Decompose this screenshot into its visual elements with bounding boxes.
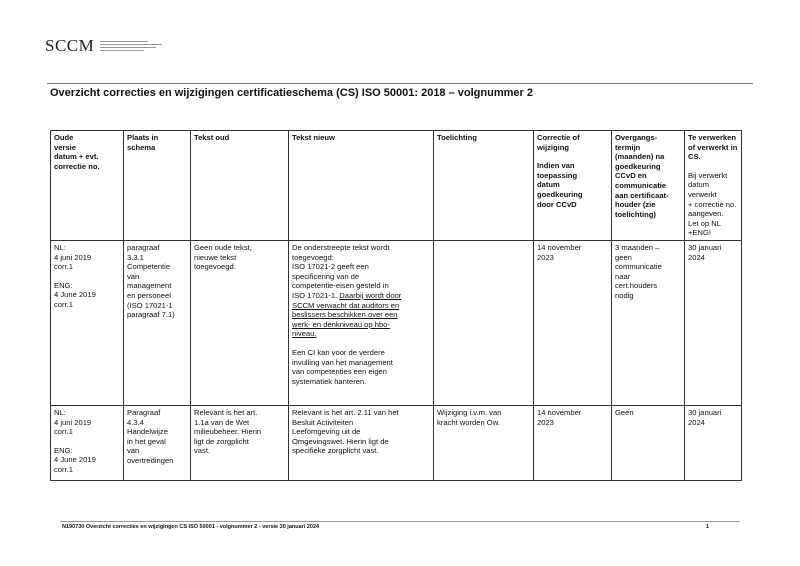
cell-old-version [51,406,124,481]
header-old-version [51,131,124,241]
table-header-row [51,131,742,241]
header-location [124,131,191,241]
text-line: schema [127,142,156,152]
text-line: corr.1 [54,299,73,309]
cell-transition [612,241,685,406]
text-line: Relevant is het art. 2.11 van het [292,408,399,417]
text-line: 1.1a van de Wet [194,417,250,427]
text-line: corr.1 [54,427,73,437]
text-line: Handelwijze [127,427,168,437]
text-line: milieubeheer. Hierin [194,427,262,437]
cell-text-old [191,241,289,406]
text-line: Een CI kan voor de verdere [292,347,385,357]
text-line: specifieke zorgplicht vast. [292,446,379,456]
cell-processed [685,241,742,406]
page-number: 1 [706,524,710,530]
cell-location [124,406,191,481]
text-line: De onderstreepte tekst wordt [292,243,390,252]
text-line: termijn [615,142,641,152]
text-line: door CCvD [537,199,577,209]
text-line: 30 januari 2024 [688,243,722,262]
text-line: Oude [54,133,74,142]
cell-correction [534,241,612,406]
text-line: van [127,446,140,456]
text-line: Geen [615,408,634,417]
text-line: toegevoegd. [194,262,236,272]
text-line: aan certificaat- [615,190,669,200]
text-line: corr.1 [54,464,73,474]
header-text-new [289,131,434,241]
text-line: werk- en denkniveau op hbo- [292,319,390,329]
text-line: 4.3.4 [127,417,144,427]
text-line: datum [537,180,560,190]
table-row [51,241,742,406]
text-line: datum verwerkt [688,180,717,199]
text-line: communicatie [615,180,667,190]
text-line: datum + evt. [54,152,99,162]
document-title: Overzicht correcties en wijzigingen certificatieschema (CS) ISO 50001: 2018 – volgnummer 2 [50,87,533,99]
text-line: 14 november [537,408,582,417]
text-line: toepassing [537,170,578,180]
text-line: 2023 [537,417,554,427]
text-line: Omgevingswet. Hierin ligt de [292,436,389,446]
text-line: vast. [194,446,211,456]
text-line: kracht worden Ow. [437,417,500,427]
cell-text-new: De onderstreepte tekst wordt toegevoegd: ISO 17021-2 geeft een specificering van de competentie-eisen gesteld in ISO 17021-1. Daarbij wordt door SCCM verwacht dat auditors en beslissers beschikken over een werk- en denkniveau op hbo- niveau. Een CI kan voor de verdere invulling van het management van competenties een eigen systematiek hanteren. [289,241,434,406]
text-line: Tekst nieuw [292,133,335,142]
text-line: corr.1 [54,262,73,272]
cell-text-old [191,406,289,481]
text-line: 30 januari 2024 [688,408,722,427]
text-line: naar [615,271,631,281]
text-line: Leefomgeving uit de [292,427,361,437]
header-rule [47,83,753,84]
text-line: + correctie no. [688,199,737,209]
text-line: 3 maanden – [615,243,660,252]
text-line: CS. [688,152,701,162]
text-line: correctie no. [54,161,100,171]
text-line: communicatie [615,262,662,272]
header-text-old [191,131,289,241]
text-line: Te verwerken [688,133,736,142]
text-line: 4 juni 2019 [54,417,92,427]
text-line: van competenties een eigen [292,367,387,377]
text-line: of verwerkt in [688,142,738,152]
header-processed [685,131,742,241]
text-line: toegevoegd: [292,252,334,262]
text-line: ENG: [54,280,73,290]
text-line: overtredingen [127,455,174,465]
underlined-text: Daarbij wordt door [339,290,402,300]
text-line: (ISO 17021-1 [127,300,173,310]
text-line: goedkeuring [615,161,661,171]
text-line: ISO 17021-2 geeft een [292,262,369,272]
text-line: NL: [54,243,66,252]
footer-text: N190730 Overzicht correcties en wijzigingen CS ISO 50001 - volgnummer 2 - versie 30 januari 2024 [62,524,320,530]
footer-rule [60,521,740,522]
text-line: Paragraaf [127,408,161,417]
text-line: paragraaf 7.1) [127,310,175,320]
table-row [51,406,742,481]
text-line: van [127,271,140,281]
cell-text-new [289,406,434,481]
text-line: Toelichting [437,133,477,142]
text-line: management [127,281,172,291]
text-line: systematiek hanteren. [292,376,367,386]
text-line: Besluit Activiteiten [292,417,354,427]
text-line: goedkeuring [537,189,583,199]
text-line: specificering van de [292,271,360,281]
text-line: en personeel [127,290,171,300]
text-line: (maanden) na [615,152,665,162]
text-line: ENG: [54,445,73,455]
text-line: Wijziging i.v.m. van [437,408,502,417]
logo-wordmark: SCCM [45,36,95,55]
text-line: Let op NL [688,218,721,228]
cell-processed [685,406,742,481]
text-line: geen [615,252,632,262]
text-line: 2023 [537,252,554,262]
text-line: CCvD en [615,171,647,181]
text-line: 4 juni 2019 [54,252,92,262]
text-line: SCCM verwacht dat auditors en [292,300,400,310]
text-line: invulling van het management [292,357,393,367]
cell-correction [534,406,612,481]
text-line: Plaats in [127,133,159,142]
text-line: Relevant is het art. [194,408,258,417]
text-line: competentie-eisen gesteld in [292,281,389,291]
text-line: 14 november [537,243,582,252]
text-line: beslissers beschikken over een [292,310,398,320]
logo-tagline-lines [100,41,162,51]
text-line: houder (zie [615,200,656,210]
cell-explanation [434,241,534,406]
text-line: NL: [54,408,66,417]
text-line: Overgangs- [615,133,658,142]
header-transition [612,131,685,241]
cell-explanation [434,406,534,481]
text-line: Indien van [537,161,575,171]
text-line: 4 June 2019 [54,455,96,465]
text-line: niveau. [292,329,317,339]
text-line: 3.3.1 [127,252,144,262]
text-line: toelichting) [615,209,656,219]
cell-old-version [51,241,124,406]
text-line: Tekst oud [194,133,230,142]
text-line: nodig [615,290,634,300]
corrections-table [50,130,742,481]
text-line: cert.houders [615,281,658,291]
cell-transition [612,406,685,481]
text-line: Bij verwerkt [688,170,728,180]
cell-location [124,241,191,406]
text-line: +ENG! [688,228,712,238]
underlined-text [292,301,431,339]
text-line: aangeven. [688,209,724,219]
header-explanation [434,131,534,241]
header-correction [534,131,612,241]
text-line: Correctie of [537,133,580,142]
text-line: versie [54,142,76,152]
text-line: paragraaf [127,243,160,252]
text-line: 4 June 2019 [54,290,96,300]
text-line: nieuwe tekst [194,252,237,262]
text-line: in het geval [127,436,166,446]
text-line: wijziging [537,142,570,152]
text-line: ligt de zorgplicht [194,436,249,446]
text-line: Competentie [127,262,171,272]
text-line: Geen oude tekst, [194,243,252,252]
sccm-logo [45,36,162,56]
